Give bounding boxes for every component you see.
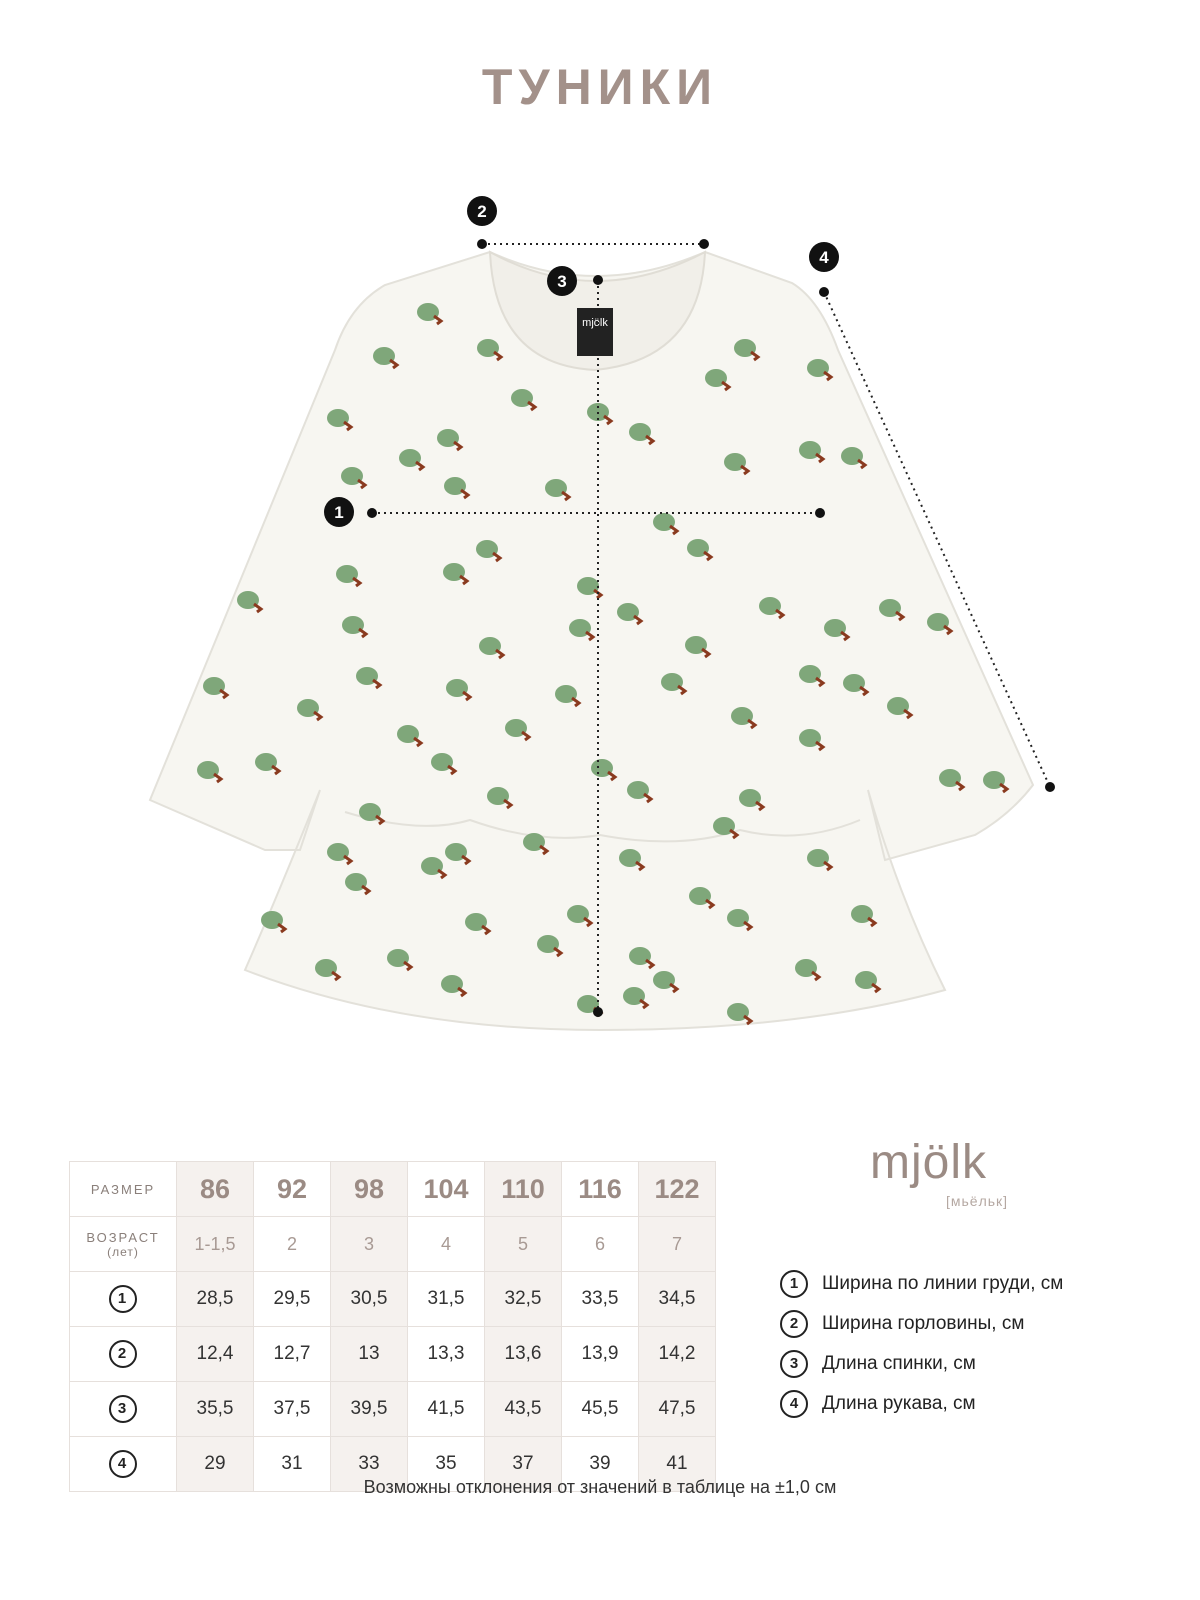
table-cell: 29,5 [254, 1272, 331, 1327]
garment-tag [577, 308, 613, 356]
table-cell: 13,6 [485, 1327, 562, 1382]
marker-1-icon: 1 [109, 1285, 137, 1313]
table-cell: 33,5 [562, 1272, 639, 1327]
table-cell: 41 [639, 1437, 716, 1492]
garment-tag-text: mjölk [582, 317, 608, 329]
marker-badge-4 [809, 242, 839, 272]
table-cell: 14,2 [639, 1327, 716, 1382]
size-cell: 92 [254, 1162, 331, 1217]
table-cell: 31,5 [408, 1272, 485, 1327]
table-cell: 28,5 [177, 1272, 254, 1327]
measurement-legend [780, 1264, 1063, 1424]
size-cell: 98 [331, 1162, 408, 1217]
tunic-garment [150, 252, 1033, 1030]
legend-text: Длина спинки, см [822, 1353, 976, 1374]
size-header: РАЗМЕР [70, 1162, 177, 1217]
age-header-label: ВОЗРАСТ [86, 1229, 160, 1245]
size-cell: 116 [562, 1162, 639, 1217]
svg-text:3: 3 [557, 272, 567, 291]
age-header [70, 1217, 177, 1272]
svg-text:1: 1 [334, 503, 344, 522]
svg-text:4: 4 [819, 248, 829, 267]
brand-subtitle: [мьёльк] [946, 1193, 1009, 1209]
size-table [69, 1161, 716, 1492]
table-cell: 47,5 [639, 1382, 716, 1437]
legend-item [780, 1384, 1063, 1424]
legend-item [780, 1304, 1063, 1344]
measure-row-3 [70, 1382, 716, 1437]
tolerance-footnote: Возможны отклонения от значений в таблице на ±1,0 см [363, 1477, 837, 1497]
table-cell: 32,5 [485, 1272, 562, 1327]
table-cell: 43,5 [485, 1382, 562, 1437]
size-cell: 86 [177, 1162, 254, 1217]
row-marker-cell [70, 1382, 177, 1437]
measure-row-2 [70, 1327, 716, 1382]
table-cell: 39 [562, 1437, 639, 1492]
age-cell: 2 [254, 1217, 331, 1272]
brand-logo: mjölk [870, 1136, 988, 1189]
age-cell: 1-1,5 [177, 1217, 254, 1272]
marker-1-icon: 1 [780, 1270, 808, 1298]
table-cell: 29 [177, 1437, 254, 1492]
table-cell: 37 [485, 1437, 562, 1492]
size-cell: 122 [639, 1162, 716, 1217]
size-cell: 104 [408, 1162, 485, 1217]
table-cell: 34,5 [639, 1272, 716, 1327]
marker-badge-2 [467, 196, 497, 226]
legend-item [780, 1264, 1063, 1304]
legend-text: Ширина по линии груди, см [822, 1273, 1064, 1294]
table-cell: 37,5 [254, 1382, 331, 1437]
svg-text:2: 2 [477, 202, 487, 221]
page-title: ТУНИКИ [481, 59, 719, 115]
table-cell: 33 [331, 1437, 408, 1492]
marker-3-icon: 3 [109, 1395, 137, 1423]
size-row [70, 1162, 716, 1217]
table-cell: 13,3 [408, 1327, 485, 1382]
legend-text: Длина рукава, см [822, 1393, 976, 1414]
age-cell: 7 [639, 1217, 716, 1272]
age-cell: 3 [331, 1217, 408, 1272]
row-marker-cell [70, 1327, 177, 1382]
table-cell: 39,5 [331, 1382, 408, 1437]
marker-3-icon: 3 [780, 1350, 808, 1378]
marker-4-icon: 4 [109, 1450, 137, 1478]
table-cell: 31 [254, 1437, 331, 1492]
marker-badge-3 [547, 266, 577, 296]
table-cell: 12,7 [254, 1327, 331, 1382]
marker-2-icon: 2 [109, 1340, 137, 1368]
table-cell: 35 [408, 1437, 485, 1492]
table-cell: 13 [331, 1327, 408, 1382]
legend-text: Ширина горловины, см [822, 1313, 1025, 1334]
table-cell: 12,4 [177, 1327, 254, 1382]
age-header-unit: (лет) [107, 1244, 139, 1259]
size-cell: 110 [485, 1162, 562, 1217]
marker-2-icon: 2 [780, 1310, 808, 1338]
age-cell: 4 [408, 1217, 485, 1272]
table-cell: 30,5 [331, 1272, 408, 1327]
row-marker-cell [70, 1272, 177, 1327]
age-cell: 5 [485, 1217, 562, 1272]
age-row [70, 1217, 716, 1272]
marker-badge-1 [324, 497, 354, 527]
table-cell: 13,9 [562, 1327, 639, 1382]
age-cell: 6 [562, 1217, 639, 1272]
table-cell: 45,5 [562, 1382, 639, 1437]
table-cell: 35,5 [177, 1382, 254, 1437]
marker-4-icon: 4 [780, 1390, 808, 1418]
table-cell: 41,5 [408, 1382, 485, 1437]
legend-item [780, 1344, 1063, 1384]
measure-row-1 [70, 1272, 716, 1327]
